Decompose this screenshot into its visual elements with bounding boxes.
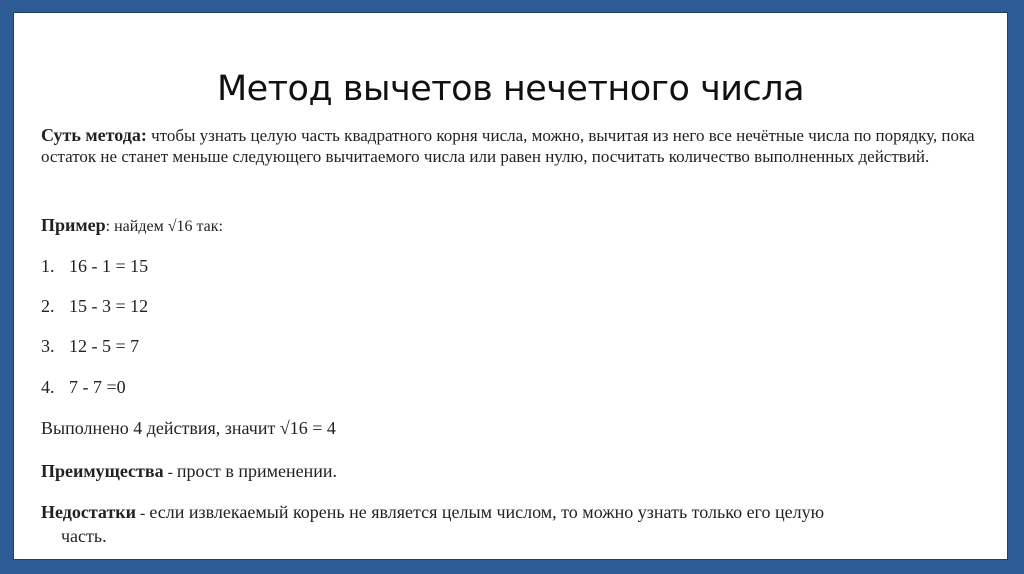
disadvantages-text-continued: часть.: [61, 526, 107, 546]
step-expression: 15 - 3 = 12: [69, 296, 149, 316]
disadvantages-label: Недостатки: [41, 502, 137, 522]
step-1: [41, 256, 148, 277]
step-4: [41, 377, 126, 398]
disadvantages-dash: -: [136, 505, 150, 522]
step-number: 2.: [41, 296, 55, 316]
advantages-label: Преимущества: [41, 461, 164, 481]
advantages-text: прост в применении.: [176, 461, 338, 481]
step-expression: 7 - 7 =0: [69, 377, 126, 397]
step-3: [41, 336, 139, 357]
slide-content: [41, 125, 976, 546]
example-line: [41, 215, 223, 236]
advantages-line: [41, 461, 337, 482]
slide: [13, 12, 1008, 560]
essence-text: чтобы узнать целую часть квадратного корня числа, можно, вычитая из него все нечётные числа по порядку, пока остаток не станет меньше следующего вычитаемого числа или равен нулю, посчитать количество выполненных действий.: [41, 126, 975, 166]
step-2: [41, 296, 148, 317]
example-text: : найдем √16 так:: [105, 218, 223, 235]
step-number: 3.: [41, 336, 55, 356]
result-line: Выполнено 4 действия, значит √16 = 4: [41, 418, 336, 438]
disadvantages-text: если извлекаемый корень не является целым числом, то можно узнать только его целую: [149, 502, 825, 522]
step-number: 1.: [41, 256, 55, 276]
disadvantages-block: [41, 501, 976, 548]
method-essence: [41, 125, 976, 167]
step-number: 4.: [41, 377, 55, 397]
step-expression: 12 - 5 = 7: [69, 336, 140, 356]
advantages-dash: -: [163, 464, 177, 481]
slide-title: Метод вычетов нечетного числа: [216, 69, 805, 109]
essence-label: Суть метода:: [41, 125, 147, 145]
example-label: Пример: [41, 215, 106, 235]
step-expression: 16 - 1 = 15: [69, 256, 149, 276]
